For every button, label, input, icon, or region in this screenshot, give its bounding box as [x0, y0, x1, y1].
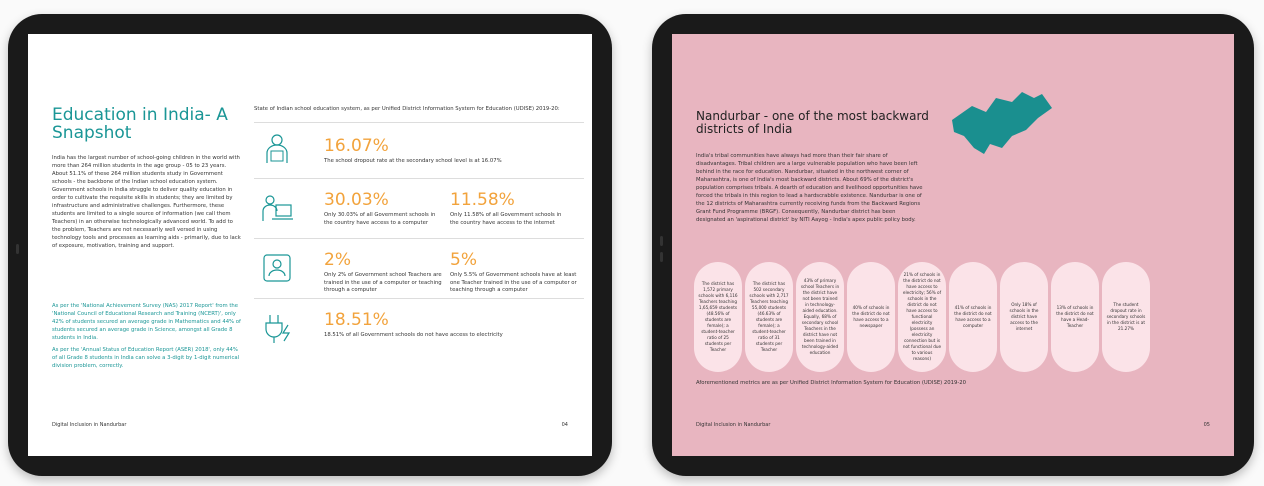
laptop-user-icon	[260, 191, 294, 225]
nas-report-paragraph: As per the 'National Achievement Survey (NAS) 2017 Report' from the 'National Council of Educational Research and Training (NCERT)', only 42% of students secured an average grade in Mathematics and 44% of students secured an average grade in Science, amongst all Grade 8 students in India.	[52, 303, 241, 341]
metric-bubble: The student dropout rate in secondary schools in the district is at 21.27%	[1102, 262, 1150, 372]
stat-description: 18.51% of all Government schools do not have access to electricity	[324, 332, 503, 338]
stat-description: Only 5.5% of Government schools have at least one Teacher trained in the use of a computer or teaching through a computer	[450, 272, 577, 293]
metric-bubble: 43% of primary school Teachers in the district have not been trained in technology-aided education. Equally, 68% of secondary school Teachers in the district have not been trained in technology-aided education	[796, 262, 844, 372]
stat-value: 5%	[450, 250, 477, 270]
metric-bubble: 21% of schools in the district do not have access to electricity; 56% of schools in the district do not have access to functional electricity (possess an electricity connection but is not functional due to various reasons)	[898, 262, 946, 372]
stat-computer-access	[324, 191, 444, 227]
page-nandurbar	[672, 34, 1234, 456]
metric-bubble: 41% of schools in the district do not have access to a computer	[949, 262, 997, 372]
udise-intro: State of Indian school education system, as per Unified District Information System for Education (UDISE) 2019-20:	[254, 106, 560, 112]
stat-row-3	[254, 238, 584, 299]
stat-row-4	[254, 298, 584, 355]
camera-dot	[660, 236, 663, 246]
aser-report-paragraph: As per the 'Annual Status of Education Report (ASER) 2018', only 44% of all Grade 8 students in India can solve a 3-digit by 1-digit numerical division problem, correctly.	[52, 347, 240, 369]
stat-description: Only 2% of Government school Teachers are trained in the use of a computer or teaching through a computer	[324, 272, 442, 293]
metric-bubble: The district has 1,572 primary schools with 6,116 Teachers teaching 1,65,659 students (48.56% of students are female); a student-teacher ratio of 25 students per Teacher	[694, 262, 742, 372]
stat-row-1	[254, 122, 584, 179]
stat-trained-teacher-schools	[450, 251, 578, 295]
electric-plug-icon	[260, 311, 294, 345]
teacher-screen-icon	[260, 251, 294, 285]
stat-row-2	[254, 178, 584, 239]
tablet-right	[652, 14, 1254, 476]
page-number: 04	[561, 422, 568, 428]
page-number: 05	[1203, 422, 1210, 428]
metric-bubble: 13% of schools in the district do not have a Head-Teacher	[1051, 262, 1099, 372]
metric-bubble: 40% of schools in the district do not have access to a newspaper	[847, 262, 895, 372]
tablet-left	[8, 14, 612, 476]
stat-value: 11.58%	[450, 190, 515, 210]
intro-paragraph: India has the largest number of school-going children in the world with more than 264 million students in the age group - 05 to 23 years. About 51.1% of these 264 million students study in Government schools - the backbone of the Indian school education system. Government schools in India struggle to deliver quality education in order to cultivate the requisite skills in students; they are limited by infrastructure and administrative challenges. Furthermore, these students are limited to a single source of information (we call them Teachers) in an otherwise technologically advanced world. To add to the problem, Teachers are not necessarily well versed in using technology tools and processes as learning aids - primarily, due to lack of exposure, motivation, training and support.	[52, 155, 241, 249]
district-paragraph: India's tribal communities have always had more than their fair share of disadvantages. Tribal children are a large vulnerable population who have been left behind in the race for education. Nandurbar, situated in the northwest corner of Maharashtra, is one of India's most backward districts. About 69% of the district's population comprises tribals. A dearth of education and livelihood opportunities have forced the tribals in this region to lead a hardscrabble existence. Nandurbar is one of the 12 districts of Maharashtra currently receiving funds from the Backward Regions Grant Fund Programme (BRGF). Consequently, Nandurbar district has been designated an 'aspirational district' by NITI Aayog - India's apex public policy body.	[696, 153, 923, 223]
stat-description: Only 30.03% of all Government schools in the country have access to a computer	[324, 212, 436, 226]
stat-description: The school dropout rate at the secondary school level is at 16.07%	[324, 158, 502, 164]
udise-source-note: Aforementioned metrics are as per Unified District Information System for Education (UDISE) 2019-20	[696, 380, 967, 386]
stat-internet-access	[450, 191, 570, 227]
stat-value: 30.03%	[324, 190, 389, 210]
stat-value: 18.51%	[324, 310, 389, 330]
page-footer: Digital Inclusion in Nandurbar	[696, 422, 771, 428]
page-title: Nandurbar - one of the most backward districts of India	[696, 109, 929, 136]
stat-value: 16.07%	[324, 136, 389, 156]
camera-dot	[16, 244, 19, 254]
stat-electricity	[324, 311, 503, 340]
metrics-bubbles	[694, 262, 1214, 372]
page-footer: Digital Inclusion in Nandurbar	[52, 422, 127, 428]
stat-description: Only 11.58% of all Government schools in the country have access to the internet	[450, 212, 562, 226]
metric-bubble: Only 18% of schools in the district have access to the internet	[1000, 262, 1048, 372]
metric-bubble: The district has 502 secondary schools with 2,717 Teachers teaching 55,000 students (46.63% of students are female); a student-teacher ratio of 31 students per Teacher	[745, 262, 793, 372]
student-icon	[260, 131, 294, 165]
stat-teacher-training	[324, 251, 444, 295]
stat-dropout	[324, 137, 502, 166]
camera-dot	[660, 252, 663, 262]
page-education-snapshot	[28, 34, 592, 456]
page-title: Education in India- A Snapshot	[52, 105, 228, 143]
stat-value: 2%	[324, 250, 351, 270]
district-map-icon	[942, 84, 1082, 164]
